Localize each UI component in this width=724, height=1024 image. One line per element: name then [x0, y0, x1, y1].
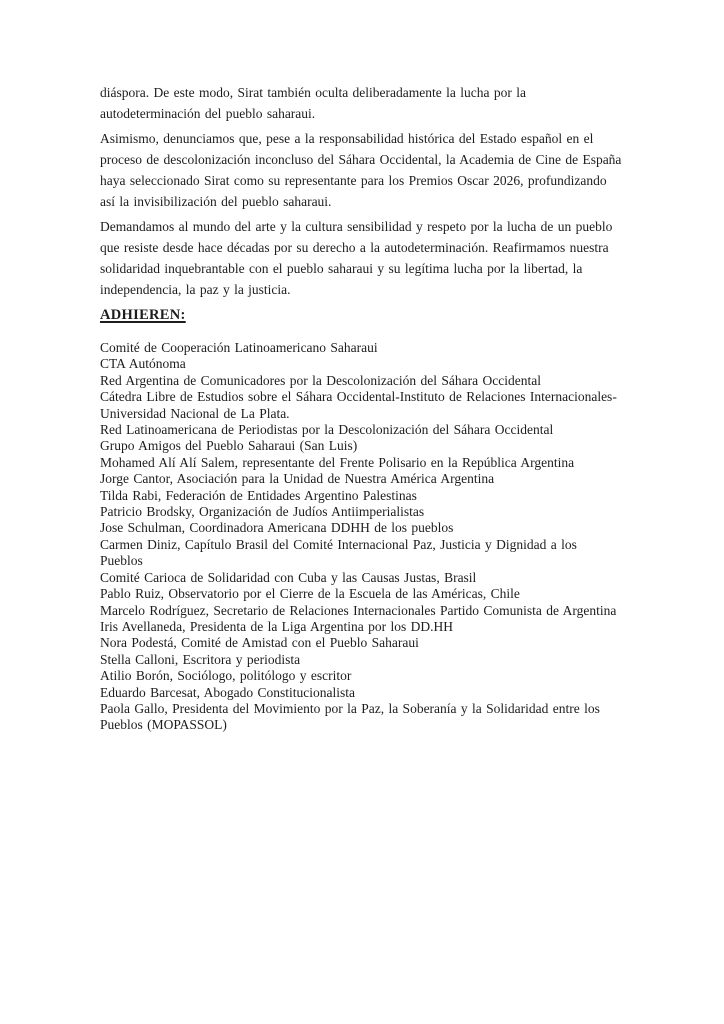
- signatory-item: Red Latinoamericana de Periodistas por la Descolonización del Sáhara Occidental: [100, 422, 554, 438]
- signatory-item: Comité de Cooperación Latinoamericano Saharaui: [100, 340, 378, 355]
- signatory-item: Stella Calloni, Escritora y periodista: [100, 651, 301, 667]
- signatory-item: Iris Avellaneda, Presidenta de la Liga Argentina por los DD.HH: [100, 618, 454, 634]
- signatory-item: Eduardo Barcesat, Abogado Constitucionalista: [100, 684, 355, 700]
- signatory-item: Patricio Brodsky, Organización de Judíos Antiimperialistas: [100, 504, 425, 520]
- signatory-item: Carmen Diniz, Capítulo Brasil del Comité Internacional Paz, Justicia y Dignidad a los Pueblos: [100, 536, 577, 569]
- signatory-item: Pablo Ruiz, Observatorio por el Cierre de la Escuela de las Américas, Chile: [100, 586, 520, 602]
- adhieren-heading: ADHIEREN:: [100, 307, 186, 323]
- signatory-item: Red Argentina de Comunicadores por la Descolonización del Sáhara Occidental: [100, 372, 541, 388]
- signatory-item: Atilio Borón, Sociólogo, politólogo y escritor: [100, 668, 352, 684]
- paragraph-demanda: Demandamos al mundo del arte y la cultura sensibilidad y respeto por la lucha de un pueblo que resiste desde hace décadas por su derecho a la autodeterminación. Reafirmamos nuestra solidaridad inquebrantable con el pueblo saharaui y su legítima lucha por la libertad, la independencia, la paz y la justicia.: [100, 219, 613, 297]
- signatory-item: Jose Schulman, Coordinadora Americana DDHH de los pueblos: [100, 520, 454, 536]
- signatory-item: CTA Autónoma: [100, 356, 186, 372]
- signatory-item: Cátedra Libre de Estudios sobre el Sáhara Occidental-Instituto de Relaciones Internacionales-Universidad Nacional de La Plata.: [100, 389, 617, 421]
- signatory-item: Jorge Cantor, Asociación para la Unidad de Nuestra América Argentina: [100, 471, 495, 487]
- paragraph-diaspora: diáspora. De este modo, Sirat también oculta deliberadamente la lucha por la autodeterminación del pueblo saharaui.: [100, 85, 526, 121]
- signatory-item: Grupo Amigos del Pueblo Saharaui (San Luis): [100, 438, 358, 454]
- signatory-item: Mohamed Alí Alí Salem, representante del Frente Polisario en la República Argentina: [100, 454, 575, 470]
- signatory-item: Nora Podestá, Comité de Amistad con el Pueblo Saharaui: [100, 635, 419, 651]
- signatories-list: [100, 340, 622, 734]
- paragraph-denuncia: Asimismo, denunciamos que, pese a la responsabilidad histórica del Estado español en el proceso de descolonización inconcluso del Sáhara Occidental, la Academia de Cine de España haya seleccionado Sirat como su representante para los Premios Oscar 2026, profundizando así la invisibilización del pueblo saharaui.: [100, 131, 622, 209]
- signatory-item: Marcelo Rodríguez, Secretario de Relaciones Internacionales Partido Comunista de Argentina: [100, 602, 617, 618]
- signatory-item: Comité Carioca de Solidaridad con Cuba y las Causas Justas, Brasil: [100, 569, 477, 585]
- signatory-item: Tilda Rabi, Federación de Entidades Argentino Palestinas: [100, 487, 417, 503]
- signatory-item: Paola Gallo, Presidenta del Movimiento por la Paz, la Soberanía y la Solidaridad entre los Pueblos (MOPASSOL): [100, 700, 600, 733]
- document-content: [100, 82, 622, 734]
